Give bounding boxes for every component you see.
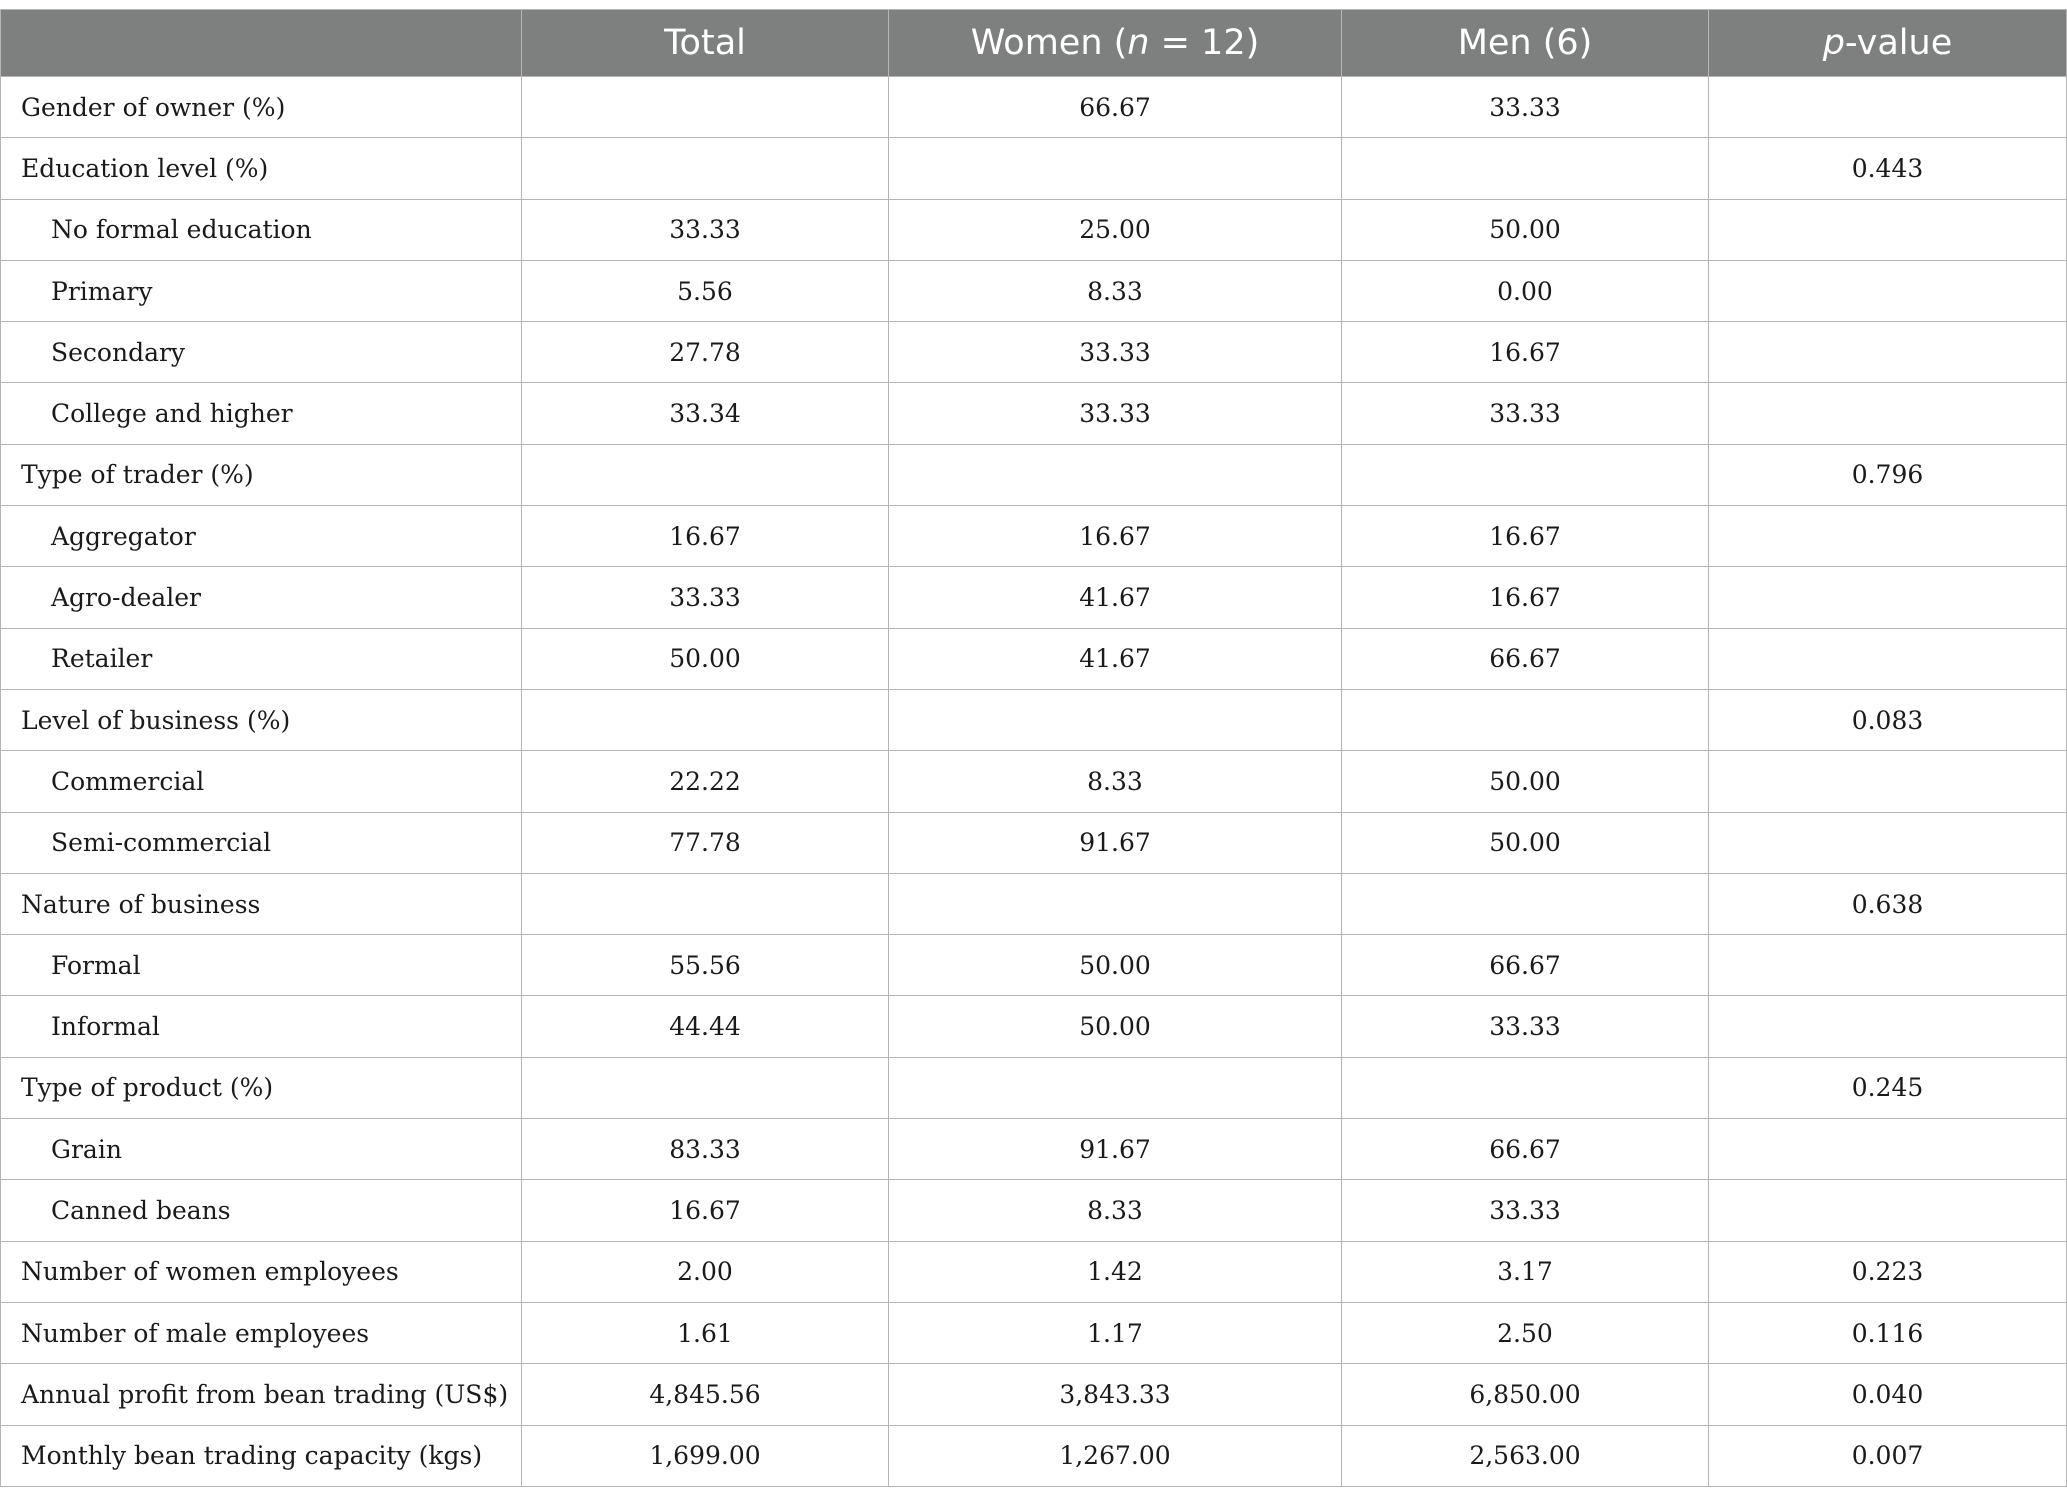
header-p-value xyxy=(1709,10,2067,77)
women-cell: 50.00 xyxy=(889,996,1342,1057)
women-cell: 41.67 xyxy=(889,628,1342,689)
row-label-cell: Agro-dealer xyxy=(1,567,522,628)
total-cell: 44.44 xyxy=(522,996,889,1057)
women-cell: 1,267.00 xyxy=(889,1425,1342,1486)
p-value-cell xyxy=(1709,1180,2067,1241)
men-cell: 6,850.00 xyxy=(1342,1364,1709,1425)
row-label-cell: Formal xyxy=(1,935,522,996)
p-value-cell: 0.223 xyxy=(1709,1241,2067,1302)
total-cell: 33.34 xyxy=(522,383,889,444)
header-women xyxy=(889,10,1342,77)
men-cell: 50.00 xyxy=(1342,199,1709,260)
table-row xyxy=(1,138,2067,199)
total-cell: 1.61 xyxy=(522,1302,889,1363)
row-label-cell: Secondary xyxy=(1,322,522,383)
total-cell: 27.78 xyxy=(522,322,889,383)
p-value-cell: 0.040 xyxy=(1709,1364,2067,1425)
men-cell: 2.50 xyxy=(1342,1302,1709,1363)
total-cell: 77.78 xyxy=(522,812,889,873)
table-row xyxy=(1,1425,2067,1486)
table-row xyxy=(1,567,2067,628)
total-cell: 33.33 xyxy=(522,567,889,628)
header-women-suffix: = 12) xyxy=(1149,23,1260,63)
row-label-cell: No formal education xyxy=(1,199,522,260)
men-cell: 50.00 xyxy=(1342,812,1709,873)
total-cell: 83.33 xyxy=(522,1119,889,1180)
total-cell: 50.00 xyxy=(522,628,889,689)
women-cell: 8.33 xyxy=(889,751,1342,812)
row-label-cell: Grain xyxy=(1,1119,522,1180)
total-cell xyxy=(522,689,889,750)
p-value-cell xyxy=(1709,383,2067,444)
p-value-cell xyxy=(1709,77,2067,138)
women-cell xyxy=(889,873,1342,934)
total-cell xyxy=(522,77,889,138)
p-value-cell xyxy=(1709,935,2067,996)
table-row xyxy=(1,1364,2067,1425)
header-p-suffix: -value xyxy=(1844,23,1953,63)
p-value-cell: 0.007 xyxy=(1709,1425,2067,1486)
men-cell: 16.67 xyxy=(1342,506,1709,567)
p-value-cell: 0.638 xyxy=(1709,873,2067,934)
table-row xyxy=(1,873,2067,934)
women-cell: 1.17 xyxy=(889,1302,1342,1363)
row-label-cell: College and higher xyxy=(1,383,522,444)
header-women-n: n xyxy=(1127,23,1150,63)
p-value-cell xyxy=(1709,506,2067,567)
table-row xyxy=(1,444,2067,505)
men-cell xyxy=(1342,873,1709,934)
men-cell: 16.67 xyxy=(1342,567,1709,628)
p-value-cell xyxy=(1709,322,2067,383)
row-label-cell: Type of trader (%) xyxy=(1,444,522,505)
row-label-cell: Monthly bean trading capacity (kgs) xyxy=(1,1425,522,1486)
p-value-cell xyxy=(1709,996,2067,1057)
table-row xyxy=(1,751,2067,812)
women-cell: 33.33 xyxy=(889,383,1342,444)
men-cell: 3.17 xyxy=(1342,1241,1709,1302)
row-label-cell: Canned beans xyxy=(1,1180,522,1241)
men-cell xyxy=(1342,444,1709,505)
row-label-cell: Education level (%) xyxy=(1,138,522,199)
table-row xyxy=(1,1241,2067,1302)
men-cell: 66.67 xyxy=(1342,628,1709,689)
header-blank xyxy=(1,10,522,77)
row-label-cell: Level of business (%) xyxy=(1,689,522,750)
p-value-cell: 0.443 xyxy=(1709,138,2067,199)
p-value-cell: 0.245 xyxy=(1709,1057,2067,1118)
total-cell: 33.33 xyxy=(522,199,889,260)
header-women-prefix: Women ( xyxy=(970,23,1128,63)
men-cell xyxy=(1342,1057,1709,1118)
p-value-cell xyxy=(1709,1119,2067,1180)
row-label-cell: Annual profit from bean trading (US$) xyxy=(1,1364,522,1425)
table-row xyxy=(1,1180,2067,1241)
header-row xyxy=(1,10,2067,77)
p-value-cell xyxy=(1709,751,2067,812)
women-cell: 33.33 xyxy=(889,322,1342,383)
men-cell: 33.33 xyxy=(1342,1180,1709,1241)
women-cell: 8.33 xyxy=(889,1180,1342,1241)
men-cell: 2,563.00 xyxy=(1342,1425,1709,1486)
table-row xyxy=(1,383,2067,444)
men-cell: 33.33 xyxy=(1342,77,1709,138)
row-label-cell: Aggregator xyxy=(1,506,522,567)
men-cell: 16.67 xyxy=(1342,322,1709,383)
row-label-cell: Commercial xyxy=(1,751,522,812)
total-cell: 4,845.56 xyxy=(522,1364,889,1425)
men-cell: 50.00 xyxy=(1342,751,1709,812)
total-cell xyxy=(522,444,889,505)
women-cell: 8.33 xyxy=(889,260,1342,321)
p-value-cell xyxy=(1709,567,2067,628)
women-cell xyxy=(889,689,1342,750)
row-label-cell: Informal xyxy=(1,996,522,1057)
women-cell: 91.67 xyxy=(889,1119,1342,1180)
total-cell: 16.67 xyxy=(522,1180,889,1241)
table-row xyxy=(1,812,2067,873)
women-cell: 91.67 xyxy=(889,812,1342,873)
p-value-cell: 0.083 xyxy=(1709,689,2067,750)
row-label-cell: Nature of business xyxy=(1,873,522,934)
total-cell: 2.00 xyxy=(522,1241,889,1302)
total-cell xyxy=(522,873,889,934)
table-row xyxy=(1,260,2067,321)
table-row xyxy=(1,1119,2067,1180)
total-cell xyxy=(522,138,889,199)
table-row xyxy=(1,935,2067,996)
p-value-cell: 0.796 xyxy=(1709,444,2067,505)
p-value-cell xyxy=(1709,628,2067,689)
total-cell: 22.22 xyxy=(522,751,889,812)
men-cell xyxy=(1342,138,1709,199)
men-cell: 33.33 xyxy=(1342,996,1709,1057)
row-label-cell: Semi-commercial xyxy=(1,812,522,873)
table-row xyxy=(1,1057,2067,1118)
total-cell: 16.67 xyxy=(522,506,889,567)
row-label-cell: Gender of owner (%) xyxy=(1,77,522,138)
table-row xyxy=(1,628,2067,689)
table-row xyxy=(1,506,2067,567)
men-cell: 33.33 xyxy=(1342,383,1709,444)
men-cell: 66.67 xyxy=(1342,1119,1709,1180)
men-cell: 0.00 xyxy=(1342,260,1709,321)
table-row xyxy=(1,996,2067,1057)
women-cell: 1.42 xyxy=(889,1241,1342,1302)
women-cell xyxy=(889,138,1342,199)
women-cell xyxy=(889,444,1342,505)
p-value-cell xyxy=(1709,199,2067,260)
row-label-cell: Retailer xyxy=(1,628,522,689)
table-row xyxy=(1,77,2067,138)
table-row xyxy=(1,322,2067,383)
row-label-cell: Number of male employees xyxy=(1,1302,522,1363)
header-men: Men (6) xyxy=(1342,10,1709,77)
women-cell: 16.67 xyxy=(889,506,1342,567)
women-cell: 3,843.33 xyxy=(889,1364,1342,1425)
row-label-cell: Primary xyxy=(1,260,522,321)
women-cell xyxy=(889,1057,1342,1118)
p-value-cell xyxy=(1709,812,2067,873)
total-cell xyxy=(522,1057,889,1118)
women-cell: 50.00 xyxy=(889,935,1342,996)
women-cell: 41.67 xyxy=(889,567,1342,628)
table-row xyxy=(1,689,2067,750)
total-cell: 1,699.00 xyxy=(522,1425,889,1486)
p-value-cell: 0.116 xyxy=(1709,1302,2067,1363)
women-cell: 66.67 xyxy=(889,77,1342,138)
table-row xyxy=(1,199,2067,260)
comparison-table xyxy=(0,9,2067,1487)
table-body xyxy=(1,77,2067,1487)
p-value-cell xyxy=(1709,260,2067,321)
header-p-italic: p xyxy=(1822,23,1845,63)
row-label-cell: Number of women employees xyxy=(1,1241,522,1302)
men-cell: 66.67 xyxy=(1342,935,1709,996)
row-label-cell: Type of product (%) xyxy=(1,1057,522,1118)
total-cell: 55.56 xyxy=(522,935,889,996)
women-cell: 25.00 xyxy=(889,199,1342,260)
total-cell: 5.56 xyxy=(522,260,889,321)
table-row xyxy=(1,1302,2067,1363)
men-cell xyxy=(1342,689,1709,750)
header-total: Total xyxy=(522,10,889,77)
